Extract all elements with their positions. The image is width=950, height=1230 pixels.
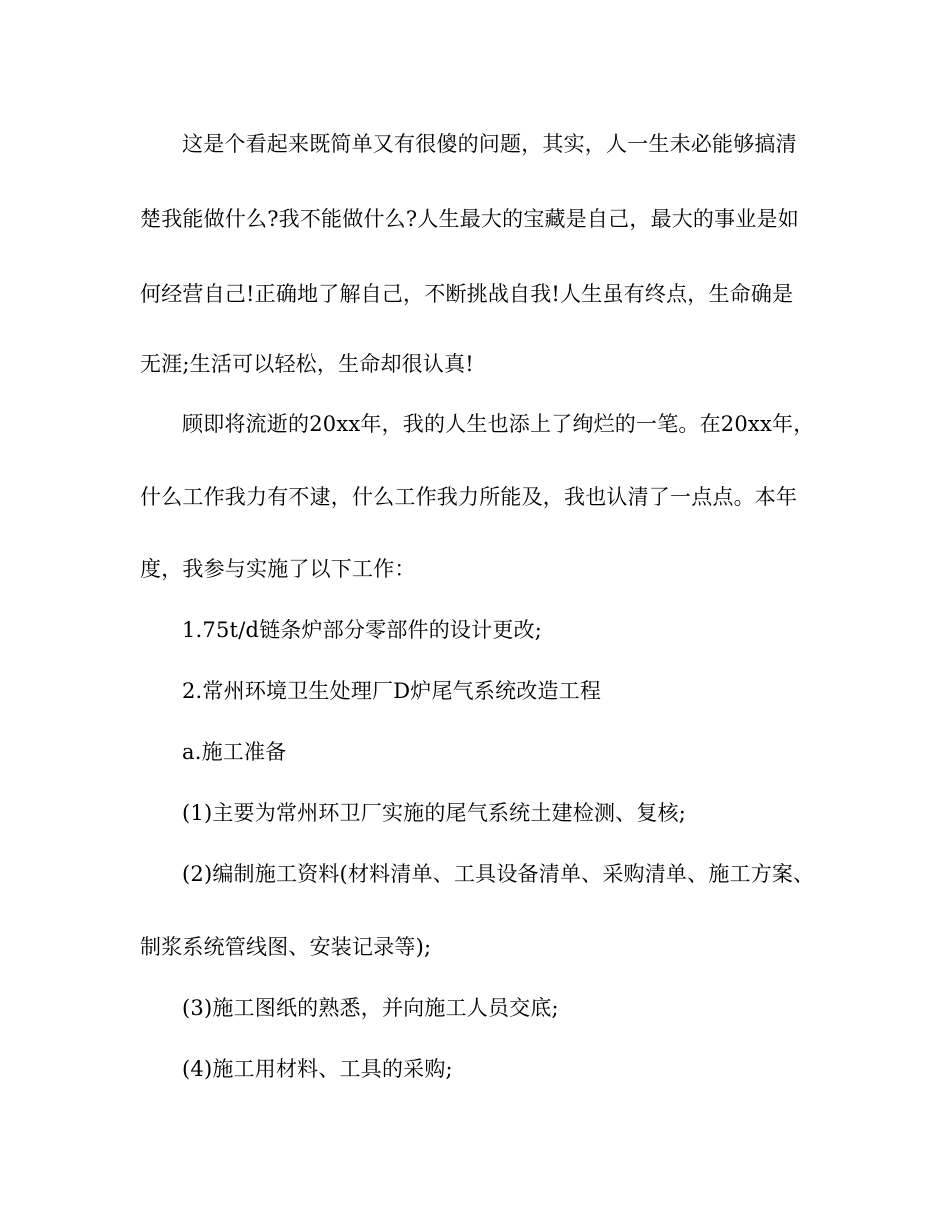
- subitem-1: (1)主要为常州环卫厂实施的尾气系统土建检测、复核;: [182, 801, 687, 825]
- paragraph-1-line-3: 何经营自己!正确地了解自己，不断挑战自我!人生虽有终点，生命确是: [140, 282, 794, 306]
- paragraph-1-line-1: 这是个看起来既简单又有很傻的问题，其实，人一生未必能够搞清: [182, 132, 797, 156]
- subitem-2-line-1: (2)编制施工资料(材料清单、工具设备清单、采购清单、施工方案、: [182, 862, 815, 886]
- paragraph-2-line-2: 什么工作我力有不逮，什么工作我力所能及，我也认清了一点点。本年: [140, 485, 798, 509]
- subitem-3: (3)施工图纸的熟悉，并向施工人员交底;: [182, 996, 559, 1020]
- paragraph-2-line-1: 顾即将流逝的20xx年，我的人生也添上了绚烂的一笔。在20xx年，: [182, 412, 815, 436]
- subitem-2-line-2: 制浆系统管线图、安装记录等);: [140, 935, 432, 959]
- paragraph-1-line-4: 无涯;生活可以轻松，生命却很认真!: [140, 352, 474, 376]
- list-item-1: 1.75t/d链条炉部分零部件的设计更改;: [182, 618, 542, 642]
- subitem-4: (4)施工用材料、工具的采购;: [182, 1057, 453, 1081]
- subsection-a-heading: a.施工准备: [182, 740, 287, 764]
- paragraph-1-line-2: 楚我能做什么?我不能做什么?人生最大的宝藏是自己，最大的事业是如: [140, 207, 799, 231]
- paragraph-2-line-3: 度，我参与实施了以下工作：: [140, 557, 416, 581]
- list-item-2: 2.常州环境卫生处理厂D炉尾气系统改造工程: [182, 679, 602, 703]
